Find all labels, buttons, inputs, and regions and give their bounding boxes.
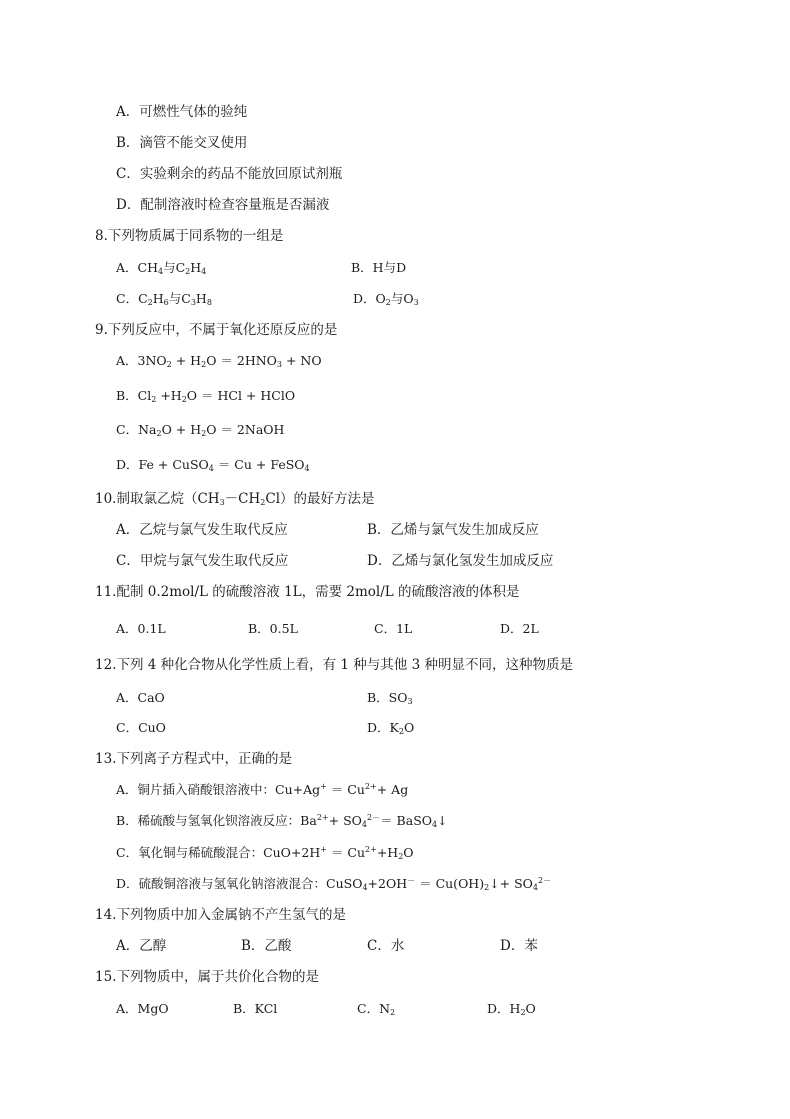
q11-option-a: A．0.1L	[116, 621, 166, 636]
q14-option-c: C．水	[367, 938, 405, 954]
q13-stem: 13.下列离子方程式中，正确的是	[95, 751, 292, 767]
q10-option-b: B．乙烯与氯气发生加成反应	[367, 522, 539, 538]
q8-option-c: C．$C_2H_6$与$C_3H_8$	[116, 291, 212, 307]
q12-option-b: B．$SO_3$	[367, 690, 413, 706]
q9-option-a: A．$3NO_2 + H_2O = 2HNO_3$ + NO	[116, 353, 322, 369]
q9-option-d: D．Fe + CuSO$_4$ ＝ Cu + FeSO$_4$	[116, 457, 310, 473]
q11-option-d: D．2L	[500, 621, 539, 636]
q15-option-d: D．$H_2O$	[487, 1001, 536, 1017]
q10-option-d: D．乙烯与氯化氢发生加成反应	[367, 553, 554, 569]
q14-option-d: D．苯	[500, 938, 538, 954]
q12-option-a: A．CaO	[116, 690, 165, 705]
q9-option-c: C．$Na_2O + H_2O$ ＝ 2NaOH	[116, 422, 285, 438]
q10-option-a: A．乙烷与氯气发生取代反应	[116, 522, 288, 538]
q14-option-a: A．乙醇	[116, 938, 167, 954]
q13-option-c: C．氧化铜与稀硫酸混合：$CuO+2H^+ = Cu^{2+}+H_2O$	[116, 845, 414, 861]
q10-option-c: C．甲烷与氯气发生取代反应	[116, 553, 289, 569]
q13-option-a: A．铜片插入硝酸银溶液中：$Cu+Ag^+ = Cu^{2+}+ Ag$	[116, 782, 409, 797]
q15-option-a: A．MgO	[116, 1001, 169, 1016]
q15-option-b: B．KCl	[233, 1001, 278, 1016]
q13-option-d: D．硫酸铜溶液与氢氧化钠溶液混合：CuSO$_4$+2OH－ ＝ $Cu(OH)_2↓+ SO_4^{2-}$	[116, 876, 552, 892]
q7-option-c: C．实验剩余的药品不能放回原试剂瓶	[116, 166, 343, 182]
q11-option-c: C．1L	[374, 621, 413, 636]
q15-option-c: C．$N_2$	[357, 1001, 396, 1017]
q7-option-b: B．滴管不能交叉使用	[116, 135, 248, 151]
q15-stem: 15.下列物质中，属于共价化合物的是	[95, 969, 319, 985]
q7-option-a: A．可燃性气体的验纯	[116, 104, 248, 120]
q13-option-b: B．稀硫酸与氢氧化钡溶液反应：$Ba^{2+}+ SO_4^{2-}=$ BaSO$_4$↓	[116, 813, 448, 829]
q8-option-d: D．$O_2$与$O_3$	[353, 291, 419, 307]
q8-option-a: A．$CH_4$与$C_2H_4$	[116, 260, 207, 276]
q14-option-b: B．乙酸	[241, 938, 292, 954]
q10-stem: 10.制取氯乙烷$(CH_3-CH_2Cl)$的最好方法是	[95, 491, 375, 507]
q8-option-b: B．H与D	[351, 260, 407, 275]
q11-stem: 11.配制 0.2mol/L 的硫酸溶液 1L，需要 2mol/L 的硫酸溶液的体积是	[95, 584, 520, 600]
q12-option-d: D．$K_2O$	[367, 720, 415, 736]
q7-option-d: D．配制溶液时检查容量瓶是否漏液	[116, 197, 330, 213]
q14-stem: 14.下列物质中加入金属钠不产生氢气的是	[95, 907, 346, 923]
q12-stem: 12.下列 4 种化合物从化学性质上看，有 1 种与其他 3 种明显不同，这种物质是	[95, 657, 573, 673]
q11-option-b: B．0.5L	[248, 621, 298, 636]
q12-option-c: C．CuO	[116, 720, 166, 735]
q8-stem: 8.下列物质属于同系物的一组是	[95, 228, 284, 244]
q9-stem: 9.下列反应中，不属于氧化还原反应的是	[95, 322, 338, 338]
q9-option-b: B．$Cl_2 +H_2O$ ＝ HCl + HClO	[116, 388, 296, 404]
